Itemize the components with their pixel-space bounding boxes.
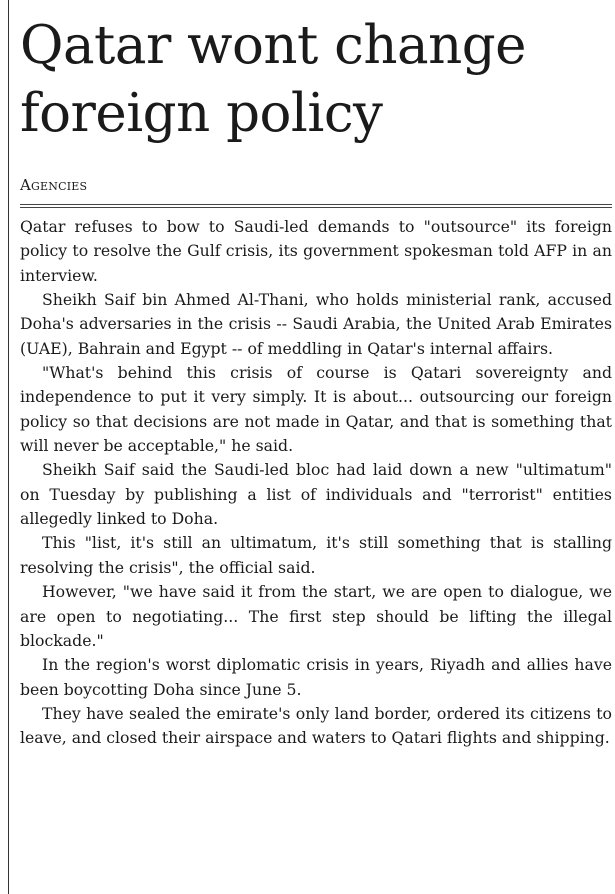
column-rule: [8, 0, 9, 894]
byline-divider-top: [20, 204, 612, 205]
article-paragraph: Qatar refuses to bow to Saudi-led demands to "outsource" its foreign policy to resolve the Gulf crisis, its government spokesman told AFP in an interview.: [20, 217, 612, 285]
article-byline: Agencies: [20, 176, 88, 194]
article-paragraph: In the region's worst diplomatic crisis in years, Riyadh and allies have been boycotting Doha since June 5.: [20, 655, 612, 699]
article-headline: Qatar wont change foreign policy: [20, 15, 527, 144]
article-paragraph: They have sealed the emirate's only land border, ordered its citizens to leave, and closed their airspace and waters to Qatari flights and shipping.: [20, 703, 612, 748]
article-paragraph: However, "we have said it from the start, we are open to dialogue, we are open to negotiating... The first step should be lifting the illegal blockade.": [20, 582, 612, 650]
byline-divider-bottom: [20, 207, 612, 208]
article-paragraph: "What's behind this crisis of course is Qatari sovereignty and independence to put it very simply. It is about... outsourcing our foreign policy so that decisions are not made in Qatar, and that is something that will never be acceptable," he said.: [20, 363, 612, 456]
article-body: [20, 215, 612, 751]
article-paragraph: Sheikh Saif bin Ahmed Al-Thani, who holds ministerial rank, accused Doha's adversaries in the crisis -- Saudi Arabia, the United Arab Emirates (UAE), Bahrain and Egypt -- of meddling in Qatar's internal affairs.: [20, 290, 612, 358]
article-paragraph: Sheikh Saif said the Saudi-led bloc had laid down a new "ultimatum" on Tuesday by publishing a list of individuals and "terrorist" entities allegedly linked to Doha.: [20, 460, 612, 529]
article-paragraph: This "list, it's still an ultimatum, it's still something that is stalling resolving the crisis", the official said.: [20, 533, 612, 577]
